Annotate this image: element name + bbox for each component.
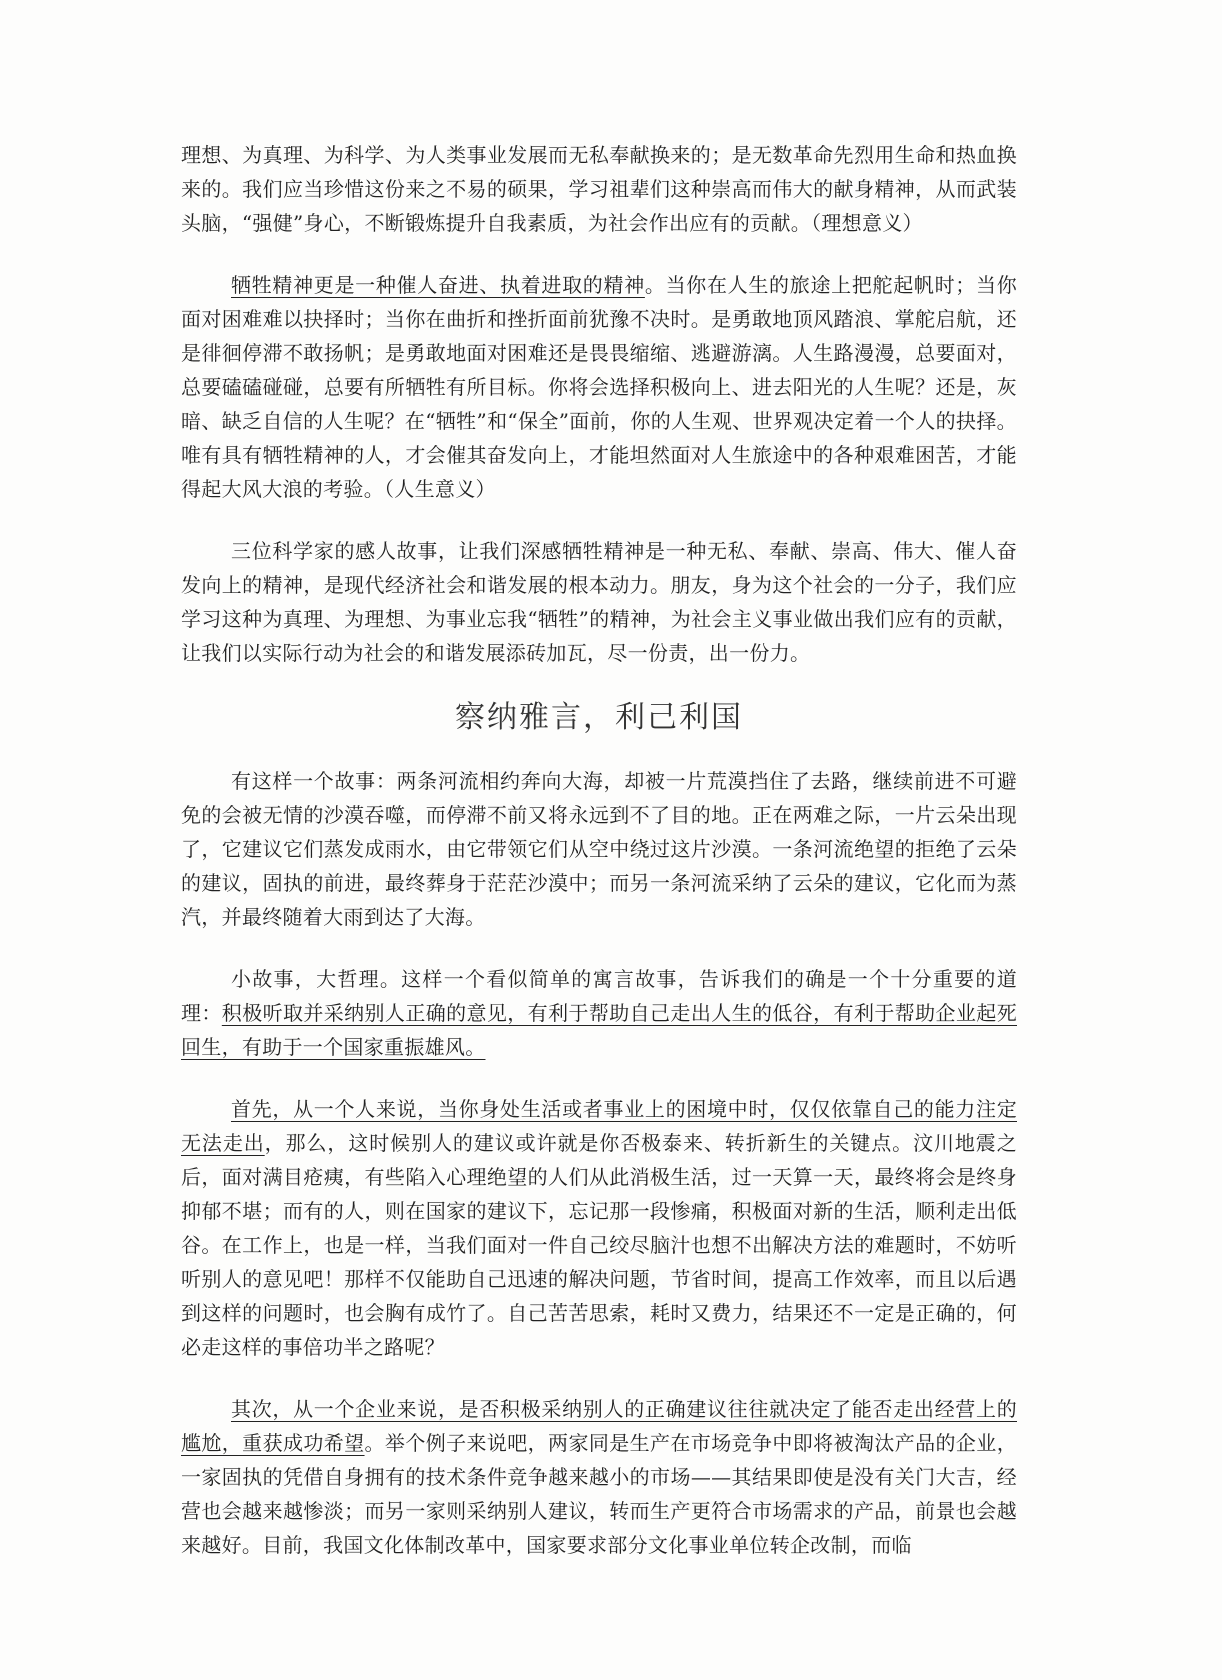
paragraph-story: 有这样一个故事：两条河流相约奔向大海，却被一片荒漠挡住了去路，继续前进不可避免的会被无情的沙漠吞噬，而停滞不前又将永远到不了目的地。正在两难之际，一片云朵出现了，它建议它们蒸发成雨水，由它带领它们从空中绕过这片沙漠。一条河流绝望的拒绝了云朵的建议，固执的前进，最终葬身于茫茫沙漠中；而另一条河流采纳了云朵的建议，它化而为蒸汽，并最终随着大雨到达了大海。 xyxy=(181,769,1017,929)
underlined-thesis: 其次，从一个企业来说，是否积极采纳别人的正确建议往往就决定了能否走出经营上的尴尬，重获成功希望 xyxy=(181,1397,1017,1455)
underlined-thesis: 积极听取并采纳别人正确的意见，有利于帮助自己走出人生的低谷，有利于帮助企业起死回生，有助于一个国家重振雄风。 xyxy=(181,1001,1017,1059)
paragraph-life-meaning xyxy=(181,268,1017,506)
underlined-thesis: 首先，从一个人来说，当你身处生活或者事业上的困境中时，仅仅依靠自己的能力注定无法走出 xyxy=(181,1097,1017,1155)
paragraph-text: 小故事，大哲理。这样一个看似简单的寓言故事，告诉我们的确是一个十分重要的道理： xyxy=(181,967,1017,1025)
paragraph-ideal-meaning: 理想、为真理、为科学、为人类事业发展而无私奉献换来的；是无数革命先烈用生命和热血换来的。我们应当珍惜这份来之不易的硕果，学习祖辈们这种崇高而伟大的献身精神，从而武装头脑，“强健”身心，不断锻炼提升自我素质，为社会作出应有的贡献。（理想意义） xyxy=(181,143,1017,235)
paragraph-individual xyxy=(181,1092,1017,1364)
underlined-thesis: 牺牲精神更是一种催人奋进、执着进取的精神 xyxy=(231,273,645,297)
paragraph-enterprise xyxy=(181,1392,1017,1562)
paragraph-text: 。当你在人生的旅途上把舵起帆时；当你面对困难难以抉择时；当你在曲折和挫折面前犹豫不决时。是勇敢地顶风踏浪、掌舵启航，还是徘徊停滞不敢扬帆；是勇敢地面对困难还是畏畏缩缩、逃避游漓。人生路漫漫，总要面对，总要磕磕碰碰，总要有所牺牲有所目标。你将会选择积极向上、进去阳光的人生呢？还是，灰暗、缺乏自信的人生呢？在“牺牲”和“保全”面前，你的人生观、世界观决定着一个人的抉择。唯有具有牺牲精神的人，才会催其奋发向上，才能坦然面对人生旅途中的各种艰难困苦，才能得起大风大浪的考验。（人生意义） xyxy=(181,273,1017,501)
paragraph-text: ，那么，这时候别人的建议或许就是你否极泰来、转折新生的关键点。汶川地震之后，面对满目疮痍，有些陷入心理绝望的人们从此消极生活，过一天算一天，最终将会是终身抑郁不堪；而有的人，则在国家的建议下，忘记那一段惨痛，积极面对新的生活，顺利走出低谷。在工作上，也是一样，当我们面对一件自己绞尽脑汁也想不出解决方法的难题时，不妨听听别人的意见吧！那样不仅能助自己迅速的解决问题，节省时间，提高工作效率，而且以后遇到这样的问题时，也会胸有成竹了。自己苦苦思索，耗时又费力，结果还不一定是正确的，何必走这样的事倍功半之路呢？ xyxy=(181,1131,1017,1359)
paragraph-moral xyxy=(181,962,1017,1064)
paragraph-conclusion: 三位科学家的感人故事，让我们深感牺牲精神是一种无私、奉献、崇高、伟大、催人奋发向上的精神，是现代经济社会和谐发展的根本动力。朋友，身为这个社会的一分子，我们应学习这种为真理、为理想、为事业忘我“牺牲”的精神，为社会主义事业做出我们应有的贡献，让我们以实际行动为社会的和谐发展添砖加瓦，尽一份责，出一份力。 xyxy=(181,539,1017,665)
document-body xyxy=(181,138,1017,1590)
section-heading: 察纳雅言，利己利国 xyxy=(455,700,743,735)
paragraph-text: 。举个例子来说吧，两家同是生产在市场竞争中即将被淘汰产品的企业，一家固执的凭借自身拥有的技术条件竞争越来越小的市场——其结果即使是没有关门大吉，经营也会越来越惨淡；而另一家则采纳别人建议，转而生产更符合市场需求的产品，前景也会越来越好。目前，我国文化体制改革中，国家要求部分文化事业单位转企改制，而临 xyxy=(181,1431,1017,1557)
